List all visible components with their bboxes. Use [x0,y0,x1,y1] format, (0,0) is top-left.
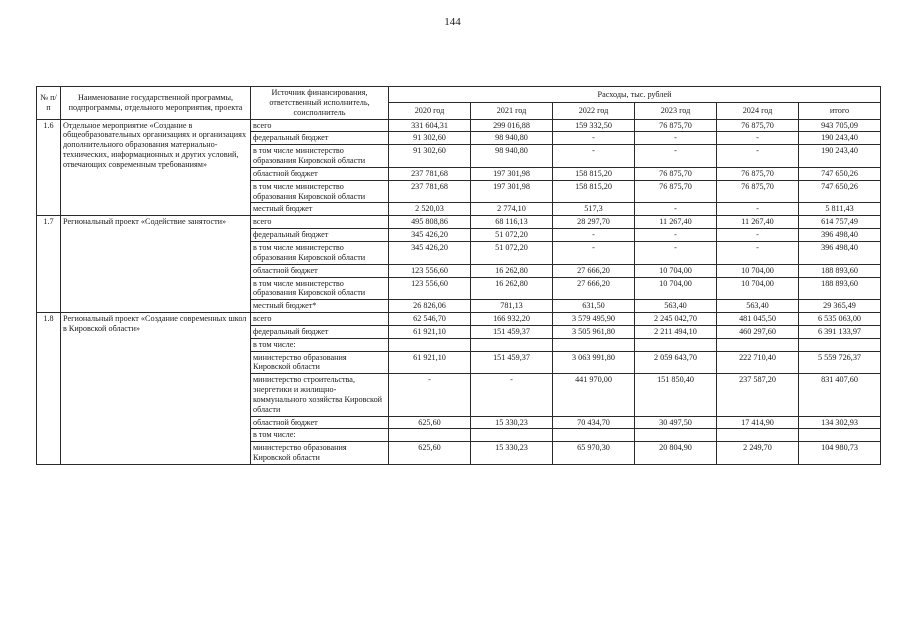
amount-cell: 345 426,20 [389,229,471,242]
amount-cell: 943 705,09 [799,119,881,132]
amount-cell: 151 850,40 [635,374,717,416]
funding-source: федеральный бюджет [251,132,389,145]
amount-cell [799,338,881,351]
amount-cell: 16 262,80 [471,264,553,277]
amount-cell: 20 804,90 [635,442,717,465]
amount-cell: 10 704,00 [717,277,799,300]
amount-cell [717,429,799,442]
amount-cell: 70 434,70 [553,416,635,429]
funding-source: местный бюджет [251,203,389,216]
amount-cell: 2 520,03 [389,203,471,216]
amount-cell: 517,3 [553,203,635,216]
amount-cell: 747 650,26 [799,167,881,180]
amount-cell [389,338,471,351]
program-name: Региональный проект «Создание современных школ в Кировской области» [61,313,251,465]
amount-cell: 91 302,60 [389,132,471,145]
budget-table [36,86,881,465]
funding-source: федеральный бюджет [251,229,389,242]
table-row [37,216,881,229]
amount-cell: 15 330,23 [471,442,553,465]
amount-cell: 151 459,37 [471,351,553,374]
amount-cell: - [635,229,717,242]
amount-cell: 781,13 [471,300,553,313]
amount-cell: - [717,203,799,216]
amount-cell: 10 704,00 [635,277,717,300]
amount-cell: 6 391 133,97 [799,325,881,338]
funding-source: в том числе министерство образования Кировской области [251,145,389,168]
amount-cell: 747 650,26 [799,180,881,203]
amount-cell: 495 808,86 [389,216,471,229]
amount-cell: 98 940,80 [471,132,553,145]
amount-cell: 76 875,70 [717,119,799,132]
amount-cell: 614 757,49 [799,216,881,229]
amount-cell: 331 604,31 [389,119,471,132]
amount-cell [389,429,471,442]
amount-cell: 563,40 [635,300,717,313]
amount-cell: - [717,145,799,168]
header-year-2023: 2023 год [635,103,717,119]
funding-source: областной бюджет [251,167,389,180]
amount-cell: 68 116,13 [471,216,553,229]
amount-cell: 27 666,20 [553,277,635,300]
funding-source: федеральный бюджет [251,325,389,338]
funding-source: министерство образования Кировской области [251,351,389,374]
funding-source: в том числе министерство образования Кировской области [251,277,389,300]
amount-cell: 134 302,93 [799,416,881,429]
amount-cell: - [471,374,553,416]
header-row-1 [37,87,881,103]
header-year-2020: 2020 год [389,103,471,119]
amount-cell [553,429,635,442]
amount-cell: 396 498,40 [799,241,881,264]
amount-cell: 481 045,50 [717,313,799,326]
table-body [37,119,881,464]
amount-cell: 76 875,70 [717,167,799,180]
amount-cell: 563,40 [717,300,799,313]
amount-cell: 237 781,68 [389,180,471,203]
amount-cell: 98 940,80 [471,145,553,168]
funding-source: в том числе: [251,338,389,351]
amount-cell [635,338,717,351]
amount-cell: 631,50 [553,300,635,313]
amount-cell: 151 459,37 [471,325,553,338]
page-number: 144 [444,16,461,28]
amount-cell: 2 245 042,70 [635,313,717,326]
amount-cell: 104 980,73 [799,442,881,465]
amount-cell: 29 365,49 [799,300,881,313]
header-year-2021: 2021 год [471,103,553,119]
amount-cell [471,338,553,351]
header-name: Наименование государственной программы, подпрограммы, отдельного мероприятия, проекта [61,87,251,120]
funding-source: местный бюджет* [251,300,389,313]
amount-cell: - [635,203,717,216]
amount-cell: 188 893,60 [799,264,881,277]
amount-cell: 76 875,70 [635,180,717,203]
amount-cell: 2 211 494,10 [635,325,717,338]
amount-cell: 237 587,20 [717,374,799,416]
amount-cell: 158 815,20 [553,167,635,180]
amount-cell: - [635,145,717,168]
amount-cell: 190 243,40 [799,132,881,145]
row-number: 1.8 [37,313,61,465]
amount-cell: 831 407,60 [799,374,881,416]
amount-cell: 3 505 961,80 [553,325,635,338]
amount-cell: 65 970,30 [553,442,635,465]
amount-cell: 123 556,60 [389,277,471,300]
amount-cell: 11 267,40 [717,216,799,229]
header-total: итого [799,103,881,119]
amount-cell: 188 893,60 [799,277,881,300]
amount-cell: 30 497,50 [635,416,717,429]
amount-cell: 625,60 [389,416,471,429]
amount-cell: - [389,374,471,416]
amount-cell: 2 774,10 [471,203,553,216]
amount-cell [635,429,717,442]
amount-cell: - [717,241,799,264]
table-row [37,119,881,132]
amount-cell: 625,60 [389,442,471,465]
amount-cell: 158 815,20 [553,180,635,203]
amount-cell: - [717,229,799,242]
amount-cell: 5 559 726,37 [799,351,881,374]
funding-source: областной бюджет [251,264,389,277]
amount-cell: 51 072,20 [471,229,553,242]
amount-cell [553,338,635,351]
amount-cell: - [553,241,635,264]
amount-cell: 27 666,20 [553,264,635,277]
header-year-2022: 2022 год [553,103,635,119]
amount-cell: 28 297,70 [553,216,635,229]
amount-cell: 3 579 495,90 [553,313,635,326]
amount-cell: 460 297,60 [717,325,799,338]
amount-cell: 123 556,60 [389,264,471,277]
amount-cell: 396 498,40 [799,229,881,242]
header-expenses: Расходы, тыс. рублей [389,87,881,103]
funding-source: в том числе министерство образования Кировской области [251,241,389,264]
header-num: № п/п [37,87,61,120]
amount-cell: 299 016,88 [471,119,553,132]
funding-source: министерство образования Кировской области [251,442,389,465]
funding-source: всего [251,119,389,132]
amount-cell [799,429,881,442]
amount-cell: - [635,132,717,145]
program-name: Отдельное мероприятие «Создание в общеобразовательных организациях и организациях дополнительного образования материально-технических, информационных и других условий, отвечающих современным требованиям» [61,119,251,216]
amount-cell: 15 330,23 [471,416,553,429]
amount-cell: 61 921,10 [389,351,471,374]
amount-cell: 17 414,90 [717,416,799,429]
amount-cell: 76 875,70 [717,180,799,203]
amount-cell: 166 932,20 [471,313,553,326]
funding-source: областной бюджет [251,416,389,429]
amount-cell: 16 262,80 [471,277,553,300]
amount-cell: - [717,132,799,145]
header-year-2024: 2024 год [717,103,799,119]
funding-source: всего [251,313,389,326]
amount-cell: 76 875,70 [635,119,717,132]
amount-cell [717,338,799,351]
amount-cell: 197 301,98 [471,180,553,203]
program-name: Региональный проект «Содействие занятости» [61,216,251,313]
funding-source: в том числе: [251,429,389,442]
amount-cell: 10 704,00 [717,264,799,277]
amount-cell: 26 826,06 [389,300,471,313]
amount-cell: 6 535 063,00 [799,313,881,326]
header-source: Источник финансирования, ответственный исполнитель, соисполнитель [251,87,389,120]
amount-cell: 197 301,98 [471,167,553,180]
amount-cell: 2 249,70 [717,442,799,465]
amount-cell: - [553,145,635,168]
amount-cell: - [553,132,635,145]
amount-cell [471,429,553,442]
funding-source: министерство строительства, энергетики и жилищно-коммунального хозяйства Кировской области [251,374,389,416]
funding-source: в том числе министерство образования Кировской области [251,180,389,203]
amount-cell: 2 059 643,70 [635,351,717,374]
amount-cell: 159 332,50 [553,119,635,132]
amount-cell: 222 710,40 [717,351,799,374]
amount-cell: 345 426,20 [389,241,471,264]
table-row [37,313,881,326]
amount-cell: 91 302,60 [389,145,471,168]
amount-cell: 441 970,00 [553,374,635,416]
amount-cell: 3 063 991,80 [553,351,635,374]
amount-cell: 76 875,70 [635,167,717,180]
amount-cell: 237 781,68 [389,167,471,180]
amount-cell: - [553,229,635,242]
amount-cell: 62 546,70 [389,313,471,326]
amount-cell: 11 267,40 [635,216,717,229]
amount-cell: 61 921,10 [389,325,471,338]
row-number: 1.7 [37,216,61,313]
amount-cell: 51 072,20 [471,241,553,264]
amount-cell: 10 704,00 [635,264,717,277]
amount-cell: 190 243,40 [799,145,881,168]
amount-cell: 5 811,43 [799,203,881,216]
row-number: 1.6 [37,119,61,216]
amount-cell: - [635,241,717,264]
funding-source: всего [251,216,389,229]
